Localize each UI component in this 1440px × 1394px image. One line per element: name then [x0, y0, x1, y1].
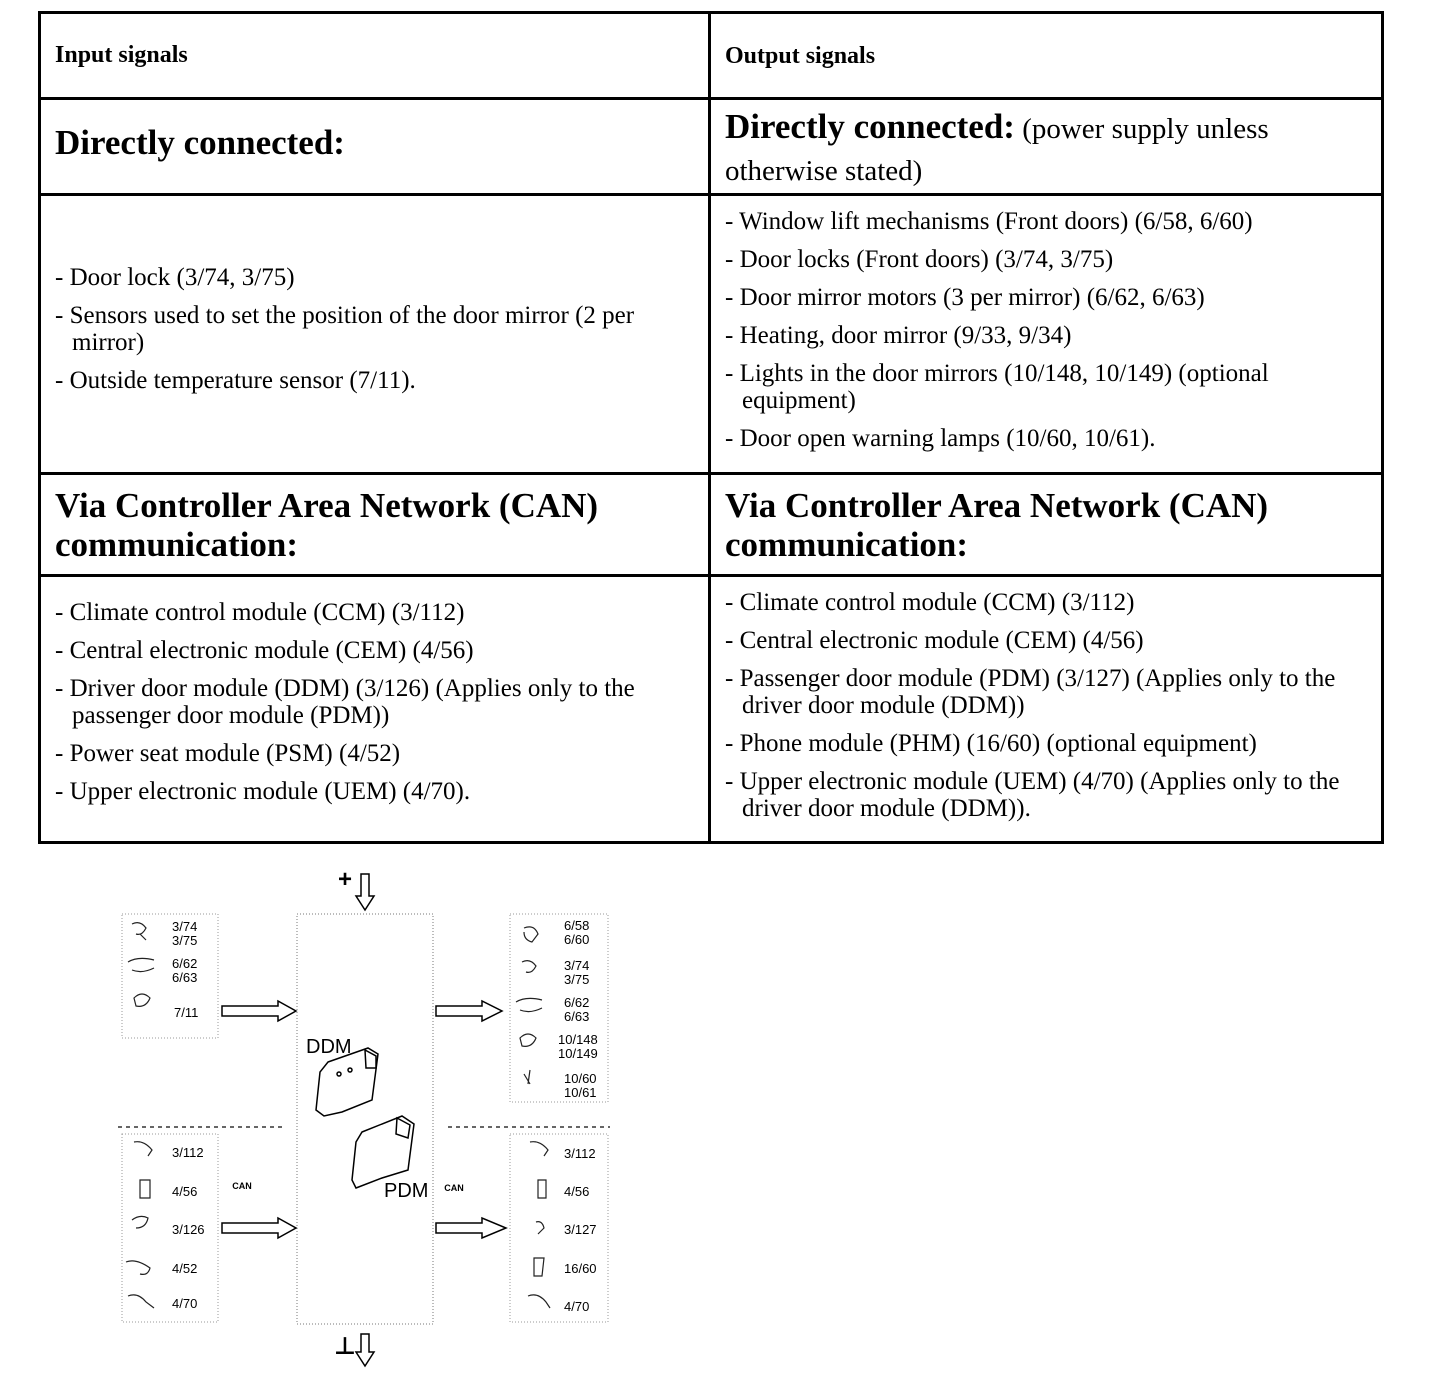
right-can-label: CAN — [444, 1183, 464, 1193]
code-label: 10/148 10/149 — [558, 1032, 598, 1061]
list-item: - Driver door module (DDM) (3/126) (Applies only to the passenger door module (PDM)) — [55, 675, 635, 729]
column-divider — [708, 14, 711, 841]
code-label: 4/70 — [172, 1296, 198, 1311]
can-output-list — [725, 589, 1367, 822]
list-item: - Power seat module (PSM) (4/52) — [55, 740, 401, 767]
left-direct-panel — [122, 914, 218, 1038]
code-label: 16/60 — [564, 1261, 597, 1276]
power-plus-sign: + — [338, 866, 353, 893]
left-can-arrow — [222, 1218, 296, 1238]
list-item: - Climate control module (CCM) (3/112) — [725, 589, 1135, 616]
signals-table — [38, 11, 1384, 844]
can-input-cell — [41, 577, 708, 841]
list-item: - Upper electronic module (UEM) (4/70). — [55, 778, 471, 805]
list-item: - Upper electronic module (UEM) (4/70) (Applies only to the driver door module (DDM)). — [725, 768, 1340, 822]
list-item: - Climate control module (CCM) (3/112) — [55, 599, 465, 626]
list-item: - Door mirror motors (3 per mirror) (6/62, 6/63) — [725, 284, 1205, 311]
direct-output-title — [711, 100, 1381, 193]
left-can-label: CAN — [232, 1181, 252, 1191]
direct-output-note: (power supply unless otherwise stated) — [725, 113, 1269, 187]
input-signals-header: Input signals — [55, 42, 188, 68]
list-item: - Door locks (Front doors) (3/74, 3/75) — [725, 246, 1114, 273]
code-label: 4/56 — [564, 1184, 590, 1199]
ddm-label: DDM — [306, 1036, 352, 1058]
list-item: - Window lift mechanisms (Front doors) (6/58, 6/60) — [725, 208, 1253, 235]
direct-output-title-text: Directly connected: — [725, 107, 1015, 146]
list-item: - Heating, door mirror (9/33, 9/34) — [725, 322, 1072, 349]
direct-input-cell — [41, 196, 708, 472]
code-label: 3/74 3/75 — [172, 919, 198, 948]
code-label: 4/52 — [172, 1261, 198, 1276]
list-item: - Phone module (PHM) (16/60) (optional equipment) — [725, 730, 1257, 757]
list-item: - Central electronic module (CEM) (4/56) — [725, 627, 1144, 654]
can-title-row — [41, 475, 1381, 577]
code-label: 3/112 — [172, 1145, 204, 1160]
output-signals-header: Output signals — [725, 43, 876, 69]
door-module-diagram — [110, 862, 630, 1392]
power-in-arrow — [356, 874, 374, 910]
direct-output-cell — [711, 196, 1381, 472]
code-label: 6/62 6/63 — [564, 995, 590, 1024]
can-input-list — [55, 599, 694, 805]
list-item: - Door lock (3/74, 3/75) — [55, 263, 295, 291]
header-row — [41, 14, 1381, 100]
direct-title-row — [41, 100, 1381, 196]
pdm-module-icon — [352, 1116, 414, 1188]
list-item: - Door open warning lamps (10/60, 10/61). — [725, 425, 1156, 452]
code-label: 3/127 — [564, 1222, 597, 1237]
can-output-title: Via Controller Area Network (CAN) communication: — [725, 485, 1269, 564]
list-item: - Central electronic module (CEM) (4/56) — [55, 637, 474, 664]
can-list-row — [41, 577, 1381, 841]
list-item: - Passenger door module (PDM) (3/127) (Applies only to the driver door module (DDM)) — [725, 665, 1336, 719]
code-label: 10/60 10/61 — [564, 1071, 597, 1100]
list-item: - Outside temperature sensor (7/11). — [55, 366, 416, 394]
direct-output-list — [725, 208, 1367, 452]
code-label: 3/112 — [564, 1146, 596, 1161]
code-label: 7/11 — [174, 1005, 199, 1020]
right-can-arrow — [436, 1218, 506, 1238]
code-label: 3/126 — [172, 1222, 205, 1237]
direct-input-title: Directly connected: — [55, 123, 345, 162]
direct-list-row — [41, 196, 1381, 475]
module-box — [297, 914, 433, 1324]
left-direct-arrow — [222, 1001, 296, 1021]
list-item: - Sensors used to set the position of the door mirror (2 per mirror) — [55, 301, 635, 356]
ground-symbol: ⊥ — [334, 1333, 356, 1360]
direct-input-list — [55, 264, 694, 405]
can-output-cell — [711, 577, 1381, 841]
code-label: 6/62 6/63 — [172, 956, 198, 985]
code-label: 6/58 6/60 — [564, 918, 590, 947]
code-label: 4/56 — [172, 1184, 198, 1199]
code-label: 4/70 — [564, 1299, 590, 1314]
ground-arrow — [356, 1334, 374, 1366]
can-input-title: Via Controller Area Network (CAN) communication: — [55, 485, 599, 564]
code-label: 3/74 3/75 — [564, 958, 590, 987]
list-item: - Lights in the door mirrors (10/148, 10/149) (optional equipment) — [725, 360, 1269, 414]
right-direct-arrow — [436, 1001, 502, 1021]
pdm-label: PDM — [384, 1180, 429, 1202]
